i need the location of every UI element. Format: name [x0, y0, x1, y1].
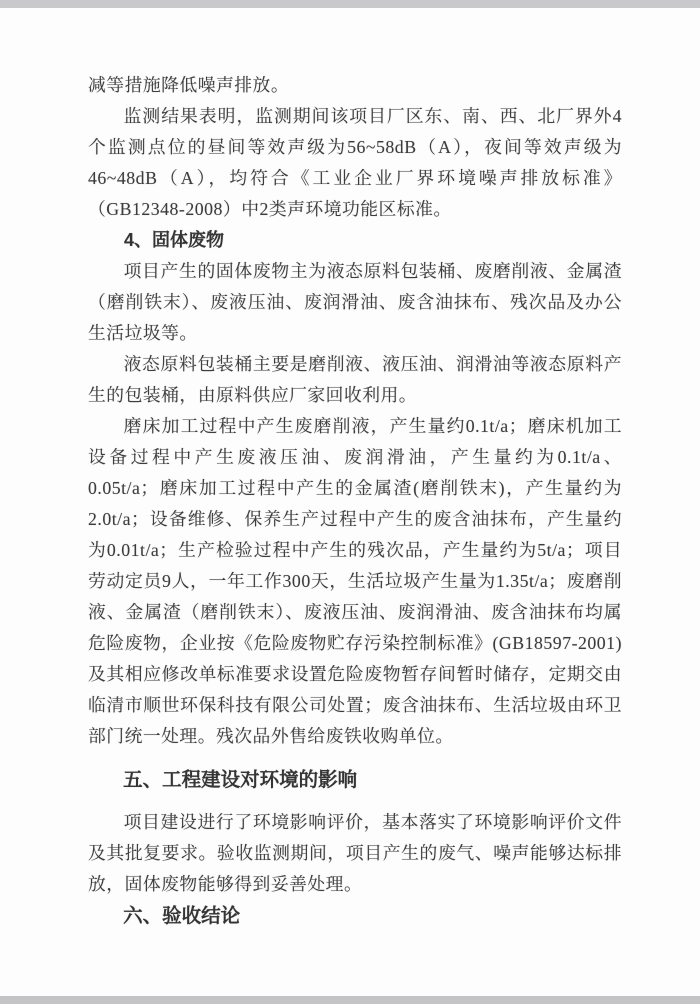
paragraph: 减等措施降低噪声排放。	[88, 75, 290, 95]
subsection-heading: 4、固体废物	[124, 230, 225, 250]
paragraph: 监测结果表明，监测期间该项目厂区东、南、西、北厂界外4个监测点位的昼间等效声级为56~58dB（A），夜间等效声级为46~48dB（A），均符合《工业企业厂界环境噪声排放标准》（GB12348-2008）中2类声环境功能区标准。	[88, 106, 622, 219]
paragraph: 项目建设进行了环境影响评价，基本落实了环境影响评价文件及其批复要求。验收监测期间，项目产生的废气、噪声能够达标排放，固体废物能够得到妥善处理。	[88, 812, 622, 894]
paragraph: 磨床加工过程中产生废磨削液，产生量约0.1t/a；磨床机加工设备过程中产生废液压油、废润滑油，产生量约为0.1t/a、0.05t/a；磨床加工过程中产生的金属渣(磨削铁末)，产生量约为2.0t/a；设备维修、保养生产过程中产生的废含油抹布，产生量约为0.01t/a；生产检验过程中产生的残次品，产生量约为5t/a；项目劳动定员9人，一年工作300天，生活垃圾产生量为1.35t/a；废磨削液、金属渣（磨削铁末）、废液压油、废润滑油、废含油抹布均属危险废物，企业按《危险废物贮存污染控制标准》(GB18597-2001)及其相应修改单标准要求设置危险废物暂存间暂时储存，定期交由临清市顺世环保科技有限公司处置；废含油抹布、生活垃圾由环卫部门统一处理。残次品外售给废铁收购单位。	[88, 416, 622, 746]
document-body	[88, 70, 622, 932]
paragraph: 项目产生的固体废物主为液态原料包装桶、废磨削液、金属渣（磨削铁末）、废液压油、废润滑油、废含油抹布、残次品及办公生活垃圾等。	[88, 261, 622, 343]
scan-bottom-edge	[0, 996, 700, 1004]
section-heading: 六、验收结论	[123, 905, 241, 927]
paragraph: 液态原料包装桶主要是磨削液、液压油、润滑油等液态原料产生的包装桶，由原料供应厂家回收利用。	[88, 354, 622, 405]
scan-top-edge	[0, 0, 700, 8]
section-heading: 五、工程建设对环境的影响	[123, 769, 358, 791]
